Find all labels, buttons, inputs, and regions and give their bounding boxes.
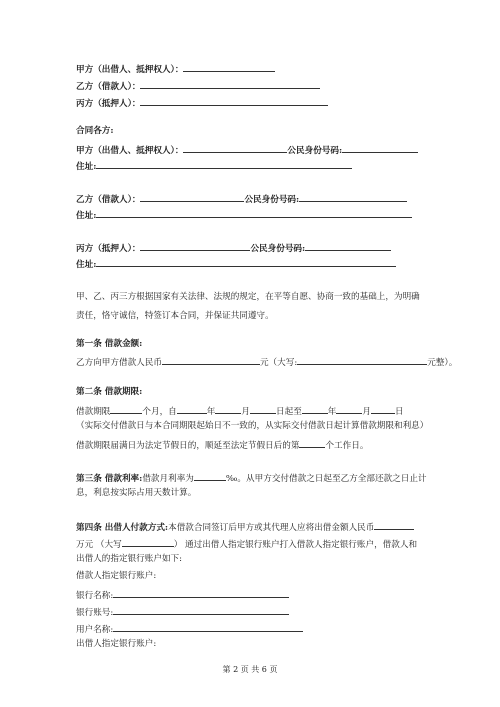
art2-text: 年 xyxy=(327,407,337,417)
blank-line xyxy=(110,403,142,414)
art4-text: ） 通过出借人指定银行账户打入借款人指定银行账户，借款人和 xyxy=(173,540,418,550)
article-3-line-2: 息，利息按实际占用天数计算。 xyxy=(76,488,197,498)
page-footer: 第 2 页 共 6 页 xyxy=(222,665,278,674)
blank-line xyxy=(113,604,289,615)
bank-name-label: 银行名称: xyxy=(76,591,114,601)
id-number-label: 公民身份号码: xyxy=(287,146,343,156)
art2-text: 日起至 xyxy=(276,407,302,417)
blank-line xyxy=(113,621,303,632)
blank-line xyxy=(113,587,289,598)
party-lender-line xyxy=(76,61,275,76)
blank-line xyxy=(96,256,396,267)
blank-line xyxy=(371,403,395,414)
party-mortgagor-line xyxy=(76,95,328,110)
article-2-line-1 xyxy=(76,403,404,418)
blank-line xyxy=(250,403,276,414)
contract-mortgagor-address-line xyxy=(76,256,396,271)
blank-line xyxy=(299,437,325,448)
article-4-line-1 xyxy=(76,519,414,534)
blank-line xyxy=(183,142,287,153)
article-2-line-2: （实际交付借款日与本合同期限起始日不一致的，从实际交付借款日起计算借款期限和利息） xyxy=(76,421,429,431)
art2-text: 个月，自 xyxy=(142,407,177,417)
art4-text: 万元 （大写 xyxy=(76,540,122,550)
blank-line xyxy=(297,354,427,365)
id-number-label: 公民身份号码: xyxy=(250,244,306,254)
blank-line xyxy=(140,240,250,251)
art2-text: 月 xyxy=(241,407,250,417)
contract-lender-address-line xyxy=(76,158,352,173)
party-mortgagor-label: 丙方（抵押人）： xyxy=(76,99,141,109)
art2-text: 年 xyxy=(206,407,216,417)
article-3-line-1 xyxy=(76,470,427,485)
article-2-line-3 xyxy=(76,437,368,452)
art4-text: 本借款合同签订后甲方或其代理人应将出借金额人民币 xyxy=(168,523,375,533)
art3-text: ‰。从甲方交付借款之日起至乙方全部还款之日止计 xyxy=(225,474,427,484)
article-1-title: 第一条 借款金额: xyxy=(76,339,143,349)
art2-text: 月 xyxy=(362,407,372,417)
contract-borrower-label: 乙方（借款人）： xyxy=(76,195,141,205)
borrower-bank-name-line xyxy=(76,587,289,602)
address-label: 住址: xyxy=(76,162,97,172)
contract-borrower-address-line xyxy=(76,207,412,222)
contract-lender-line xyxy=(76,142,418,157)
blank-line xyxy=(183,61,275,72)
blank-line xyxy=(96,158,352,169)
blank-line xyxy=(305,240,391,251)
blank-line xyxy=(96,207,412,218)
lender-account-heading: 出借人指定银行账户: xyxy=(76,639,157,649)
blank-line xyxy=(194,470,226,481)
contract-parties-heading: 合同各方: xyxy=(76,126,114,136)
blank-line xyxy=(342,142,418,153)
article-3-title: 第三条 借款利率: xyxy=(76,474,143,484)
blank-line xyxy=(140,78,320,89)
article-2-title: 第二条 借款期限: xyxy=(76,387,143,397)
account-no-label: 银行账号: xyxy=(76,608,114,618)
contract-lender-label: 甲方（出借人、抵押权人）： xyxy=(76,146,184,156)
blank-line xyxy=(215,403,241,414)
blank-line xyxy=(336,403,362,414)
account-name-label: 用户名称: xyxy=(76,625,114,635)
art2-text: 日 xyxy=(395,407,404,417)
art1-text-a: 乙方向甲方借款人民币 xyxy=(76,358,162,368)
preamble-paragraph: 甲、乙、丙三方根据国家有关法律、法规的规定，在平等自愿、协商一致的基础上，为明确责任，恪守诚信，特签订本合同，并保证共同遵守。 xyxy=(76,292,420,321)
id-number-label: 公民身份号码: xyxy=(244,195,300,205)
party-borrower-line xyxy=(76,78,320,93)
article-4-title: 第四条 出借人付款方式: xyxy=(76,523,169,533)
art1-text-c: 元整）。 xyxy=(427,358,458,368)
article-4-line-2 xyxy=(76,536,417,551)
art1-text-b: 元（大写: xyxy=(259,358,298,368)
blank-line xyxy=(162,354,260,365)
borrower-account-name-line xyxy=(76,621,303,636)
blank-line xyxy=(140,95,328,106)
blank-line xyxy=(299,191,407,202)
art2-text: 借款期限届满日为法定节假日的，顺延至法定节假日后的第 xyxy=(76,441,300,451)
borrower-account-no-line xyxy=(76,604,289,619)
blank-line xyxy=(122,536,174,547)
contract-mortgagor-label: 丙方（抵押人）： xyxy=(76,244,141,254)
blank-line xyxy=(374,519,414,530)
address-label: 住址: xyxy=(76,211,97,221)
blank-line xyxy=(177,403,207,414)
party-lender-label: 甲方（出借人、抵押权人）： xyxy=(76,65,184,75)
contract-mortgagor-line xyxy=(76,240,391,255)
address-label: 住址: xyxy=(76,260,97,270)
blank-line xyxy=(302,403,328,414)
article-4-line-3: 出借人的指定银行账户如下: xyxy=(76,554,183,564)
article-1-text xyxy=(76,354,457,369)
art2-text: 个工作日。 xyxy=(325,441,369,451)
party-borrower-label: 乙方（借款人）： xyxy=(76,82,141,92)
art3-text: 借款月利率为 xyxy=(142,474,194,484)
contract-borrower-line xyxy=(76,191,407,206)
art2-text: 借款期限 xyxy=(76,407,111,417)
borrower-account-heading: 借款人指定银行账户: xyxy=(76,571,157,581)
blank-line xyxy=(140,191,244,202)
